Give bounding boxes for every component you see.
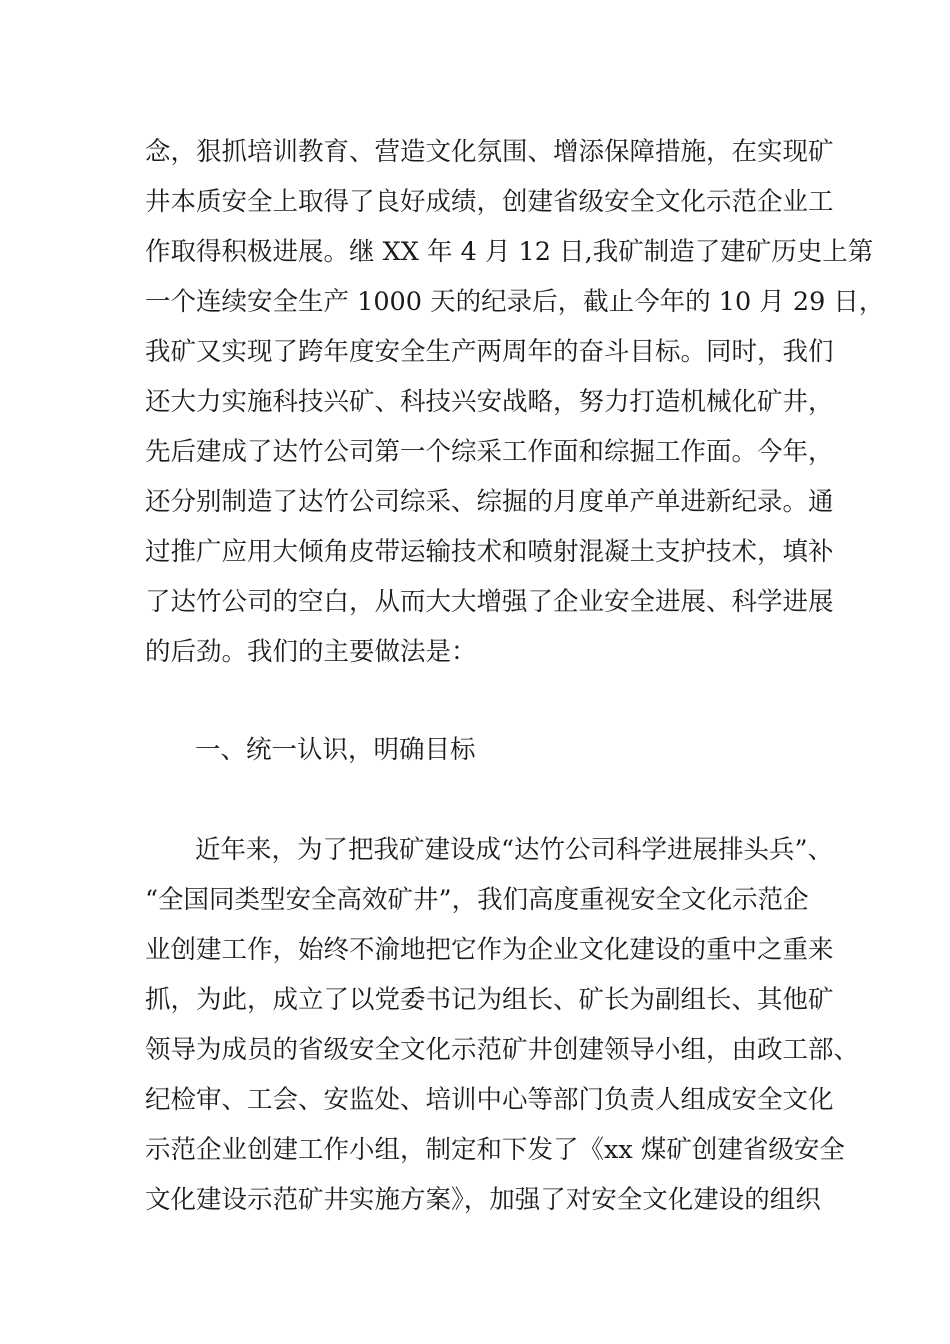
paragraph-1-line: 了达竹公司的空白，从而大大增强了企业安全进展、科学进展 [145, 587, 834, 617]
paragraph-1-line: 我矿又实现了跨年度安全生产两周年的奋斗目标。同时，我们 [145, 337, 834, 367]
paragraph-1-line: 念，狠抓培训教育、营造文化氛围、增添保障措施，在实现矿 [145, 137, 834, 167]
paragraph-1-line: 过推广应用大倾角皮带运输技术和喷射混凝土支护技术，填补 [145, 537, 834, 567]
paragraph-2-line: 示范企业创建工作小组，制定和下发了《xx 煤矿创建省级安全 [145, 1135, 845, 1165]
paragraph-1-line: 的后劲。我们的主要做法是： [145, 637, 477, 667]
paragraph-2-line: 近年来，为了把我矿建设成“达竹公司科学进展排头兵”、 [195, 835, 834, 865]
paragraph-2-line: 领导为成员的省级安全文化示范矿井创建领导小组，由政工部、 [145, 1035, 860, 1065]
paragraph-1-line: 先后建成了达竹公司第一个综采工作面和综掘工作面。今年， [145, 437, 834, 467]
paragraph-1-line: 一个连续安全生产 1000 天的纪录后，截止今年的 10 月 29 日， [145, 287, 885, 317]
paragraph-2-line: 纪检审、工会、安监处、培训中心等部门负责人组成安全文化 [145, 1085, 834, 1115]
section-heading: 一、统一认识，明确目标 [195, 735, 476, 765]
paragraph-2-line: 抓，为此，成立了以党委书记为组长、矿长为副组长、其他矿 [145, 985, 834, 1015]
paragraph-1-line: 还大力实施科技兴矿、科技兴安战略，努力打造机械化矿井， [145, 387, 834, 417]
paragraph-2-line: “全国同类型安全高效矿井”，我们高度重视安全文化示范企 [145, 885, 809, 915]
paragraph-2-line: 业创建工作，始终不渝地把它作为企业文化建设的重中之重来 [145, 935, 834, 965]
paragraph-1-line: 还分别制造了达竹公司综采、综掘的月度单产单进新纪录。通 [145, 487, 834, 517]
paragraph-2-line: 文化建设示范矿井实施方案》，加强了对安全文化建设的组织 [145, 1185, 821, 1215]
paragraph-1-line: 作取得积极进展。继 XX 年 4 月 12 日,我矿制造了建矿历史上第 [145, 237, 874, 267]
paragraph-1-line: 井本质安全上取得了良好成绩，创建省级安全文化示范企业工 [145, 187, 834, 217]
